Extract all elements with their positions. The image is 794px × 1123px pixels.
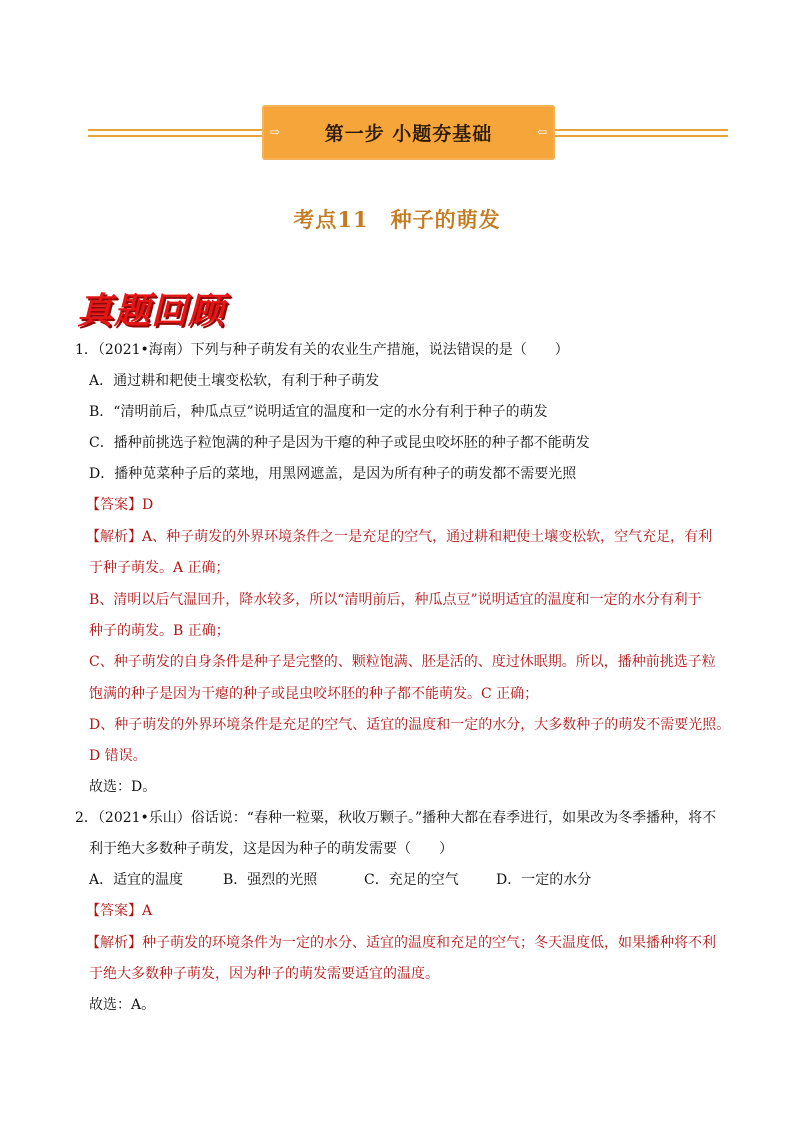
q1-analysis-line: 【解析】A、种子萌发的外界环境条件之一是充足的空气，通过耕和耙使土壤变松软，空气充足，有利: [86, 529, 713, 545]
section-banner: [262, 105, 555, 160]
q1-analysis-line: 饱满的种子是因为干瘪的种子或昆虫咬坏胚的种子都不能萌发。C 正确；: [89, 686, 539, 702]
section-logo: 真题回顾: [77, 291, 226, 332]
q2-option-b: B．强烈的光照: [223, 872, 318, 888]
arrow-left-icon: ⇦: [536, 125, 548, 139]
q1-analysis-line: D、种子萌发的外界环境条件是充足的空气、适宜的温度和一定的水分，大多数种子的萌发不需要光照。: [89, 717, 731, 733]
banner-title: 第一步 小题夯基础: [324, 123, 493, 145]
q2-choice: 故选：A。: [89, 997, 156, 1013]
q2-stem: 利于绝大多数种子萌发，这是因为种子的萌发需要（ ）: [89, 841, 453, 857]
q2-analysis-line: 于绝大多数种子萌发，因为种子的萌发需要适宜的温度。: [89, 966, 439, 982]
q2-analysis-line: 【解析】种子萌发的环境条件为一定的水分、适宜的温度和充足的空气；冬天温度低，如果播种将不利: [86, 935, 716, 951]
q1-option-c: C．播种前挑选子粒饱满的种子是因为干瘪的种子或昆虫咬坏胚的种子都不能萌发: [89, 435, 590, 451]
q2-option-d: D．一定的水分: [496, 872, 592, 888]
q1-option-a: A．通过耕和耙使土壤变松软，有利于种子萌发: [89, 373, 380, 389]
q1-option-d: D．播种苋菜种子后的菜地，用黑网遮盖，是因为所有种子的萌发都不需要光照: [89, 466, 577, 482]
q2-option-c: C．充足的空气: [364, 872, 459, 888]
q1-option-b: B．“清明前后，种瓜点豆”说明适宜的温度和一定的水分有利于种子的萌发: [89, 404, 548, 420]
arrow-right-icon: ⇨: [269, 125, 281, 139]
q1-analysis-line: 种子的萌发。B 正确；: [89, 623, 230, 639]
topic-heading: 考点11 种子的萌发: [293, 207, 501, 232]
q2-options: [89, 870, 729, 890]
q1-stem: 1．（2021•海南）下列与种子萌发有关的农业生产措施，说法错误的是（ ）: [75, 342, 569, 358]
q1-analysis-line: B、清明以后气温回升，降水较多，所以“清明前后，种瓜点豆”说明适宜的温度和一定的水分有利于: [89, 592, 702, 608]
q2-stem: 2．（2021•乐山）俗话说：“春种一粒粟，秋收万颗子。”播种大都在春季进行，如果改为冬季播种，将不: [75, 810, 717, 826]
q1-choice: 故选：D。: [89, 779, 157, 795]
q2-answer: 【答案】A: [86, 903, 153, 919]
q1-analysis-line: C、种子萌发的自身条件是种子是完整的、颗粒饱满、胚是活的、度过休眠期。所以，播种前挑选子粒: [89, 654, 716, 670]
q1-analysis-line: D 错误。: [89, 748, 147, 764]
q1-analysis-line: 于种子萌发。A 正确；: [89, 560, 230, 576]
q2-option-a: A．适宜的温度: [89, 872, 184, 888]
q1-answer: 【答案】D: [86, 497, 154, 513]
